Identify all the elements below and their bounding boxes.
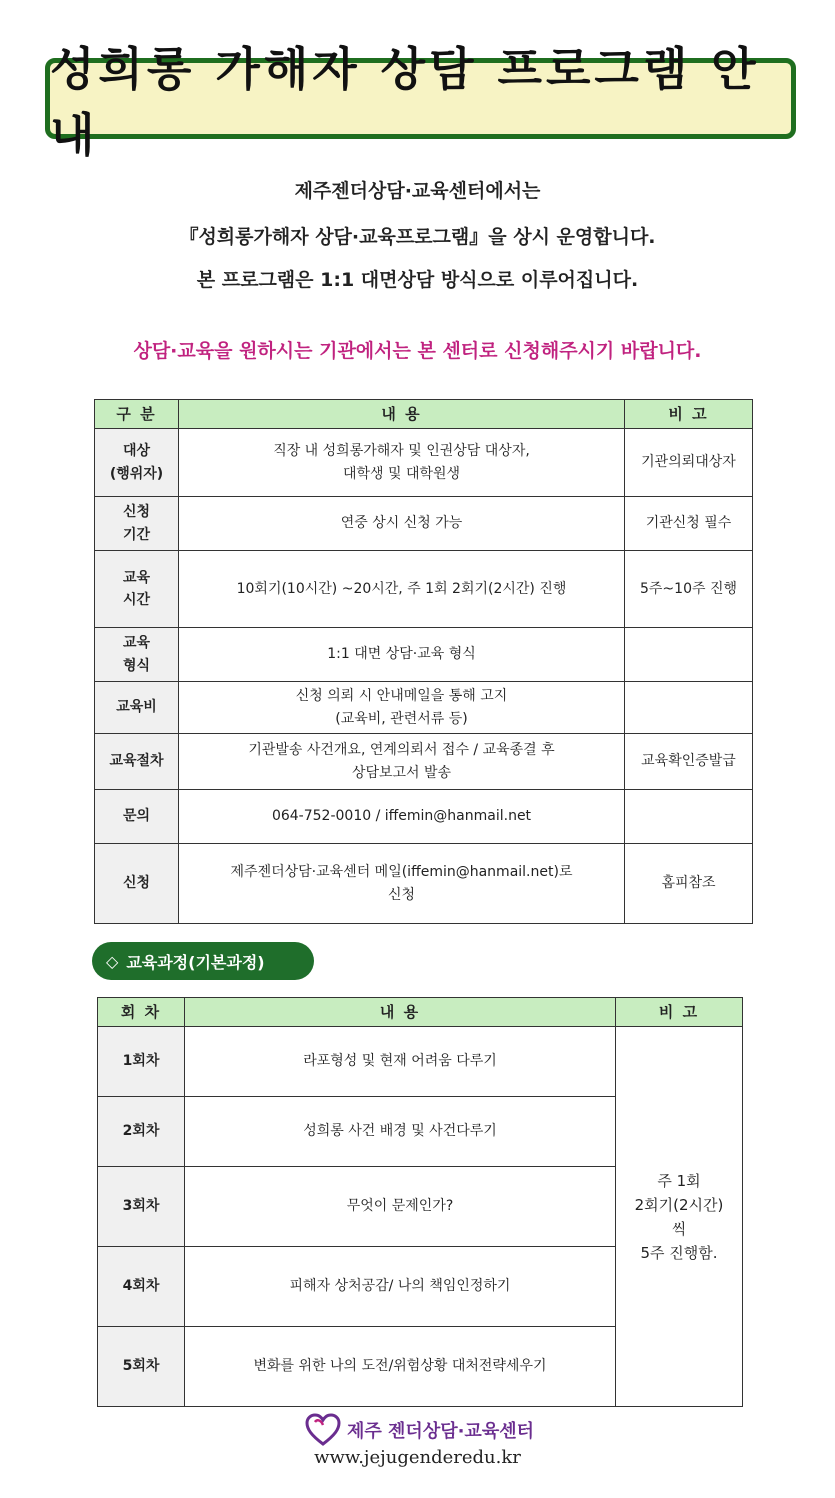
info-content-apply: 제주젠더상담·교육센터 메일(iffemin@hanmail.net)로 신청 [179,844,625,924]
info-label-target: 대상 (행위자) [95,429,179,497]
footer-org-name: 제주 젠더상담·교육센터 [347,1421,534,1442]
info-note-contact [625,790,753,844]
info-header-category: 구 분 [95,400,179,429]
title-banner [45,41,796,162]
footer-url[interactable]: www.jejugenderedu.kr [314,1447,521,1468]
course-table [97,997,743,1407]
info-label-fee: 교육비 [95,682,179,734]
info-label-procedure: 교육절차 [95,734,179,790]
info-content-fee: 신청 의뢰 시 안내메일을 통해 고지 (교육비, 관련서류 등) [179,682,625,734]
course-header-note: 비 고 [616,998,743,1027]
course-session-5: 5회차 [98,1327,185,1407]
info-header-note: 비 고 [625,400,753,429]
course-note: 주 1회 2회기(2시간) 씩 5주 진행함. [616,1027,743,1407]
page-title: 성희롱 가해자 상담 프로그램 안내 [50,41,760,162]
course-session-1: 1회차 [98,1027,185,1097]
heart-logo-icon [305,1413,341,1447]
info-content-format: 1:1 대면 상담·교육 형식 [179,628,625,682]
section-basic-course [92,942,314,980]
diamond-icon: ◇ [106,951,119,971]
footer-logo [305,1412,545,1448]
course-content-5: 변화를 위한 나의 도전/위험상황 대처전략세우기 [185,1327,616,1407]
info-table [94,399,753,924]
course-content-4: 피해자 상처공감/ 나의 책임인정하기 [185,1247,616,1327]
info-content-contact: 064-752-0010 / iffemin@hanmail.net [179,790,625,844]
info-note-fee [625,682,753,734]
info-label-period: 신청 기간 [95,497,179,551]
intro-line-1: 제주젠더상담·교육센터에서는 [294,180,541,202]
info-note-target: 기관의뢰대상자 [625,429,753,497]
info-note-hours: 5주~10주 진행 [625,551,753,628]
info-label-format: 교육 형식 [95,628,179,682]
info-note-format [625,628,753,682]
info-label-apply: 신청 [95,844,179,924]
course-content-1: 라포형성 및 현재 어려움 다루기 [185,1027,616,1097]
course-content-2: 성희롱 사건 배경 및 사건다루기 [185,1097,616,1167]
course-content-3: 무엇이 문제인가? [185,1167,616,1247]
info-label-hours: 교육 시간 [95,551,179,628]
course-session-2: 2회차 [98,1097,185,1167]
intro-line-2: 『성희롱가해자 상담·교육프로그램』을 상시 운영합니다. [179,226,656,248]
info-content-target: 직장 내 성희롱가해자 및 인권상담 대상자, 대학생 및 대학원생 [179,429,625,497]
info-note-apply: 홈피참조 [625,844,753,924]
section-label: 교육과정(기본과정) [126,952,265,972]
application-notice: 상담·교육을 원하시는 기관에서는 본 센터로 신청해주시기 바랍니다. [133,340,702,362]
intro-line-3: 본 프로그램은 1:1 대면상담 방식으로 이루어집니다. [196,269,639,291]
info-content-procedure: 기관발송 사건개요, 연계의뢰서 접수 / 교육종결 후 상담보고서 발송 [179,734,625,790]
info-note-procedure: 교육확인증발급 [625,734,753,790]
course-header-session: 회 차 [98,998,185,1027]
course-header-content: 내 용 [185,998,616,1027]
info-label-contact: 문의 [95,790,179,844]
course-session-3: 3회차 [98,1167,185,1247]
info-note-period: 기관신청 필수 [625,497,753,551]
info-content-hours: 10회기(10시간) ~20시간, 주 1회 2회기(2시간) 진행 [179,551,625,628]
info-content-period: 연중 상시 신청 가능 [179,497,625,551]
info-header-content: 내 용 [179,400,625,429]
course-session-4: 4회차 [98,1247,185,1327]
